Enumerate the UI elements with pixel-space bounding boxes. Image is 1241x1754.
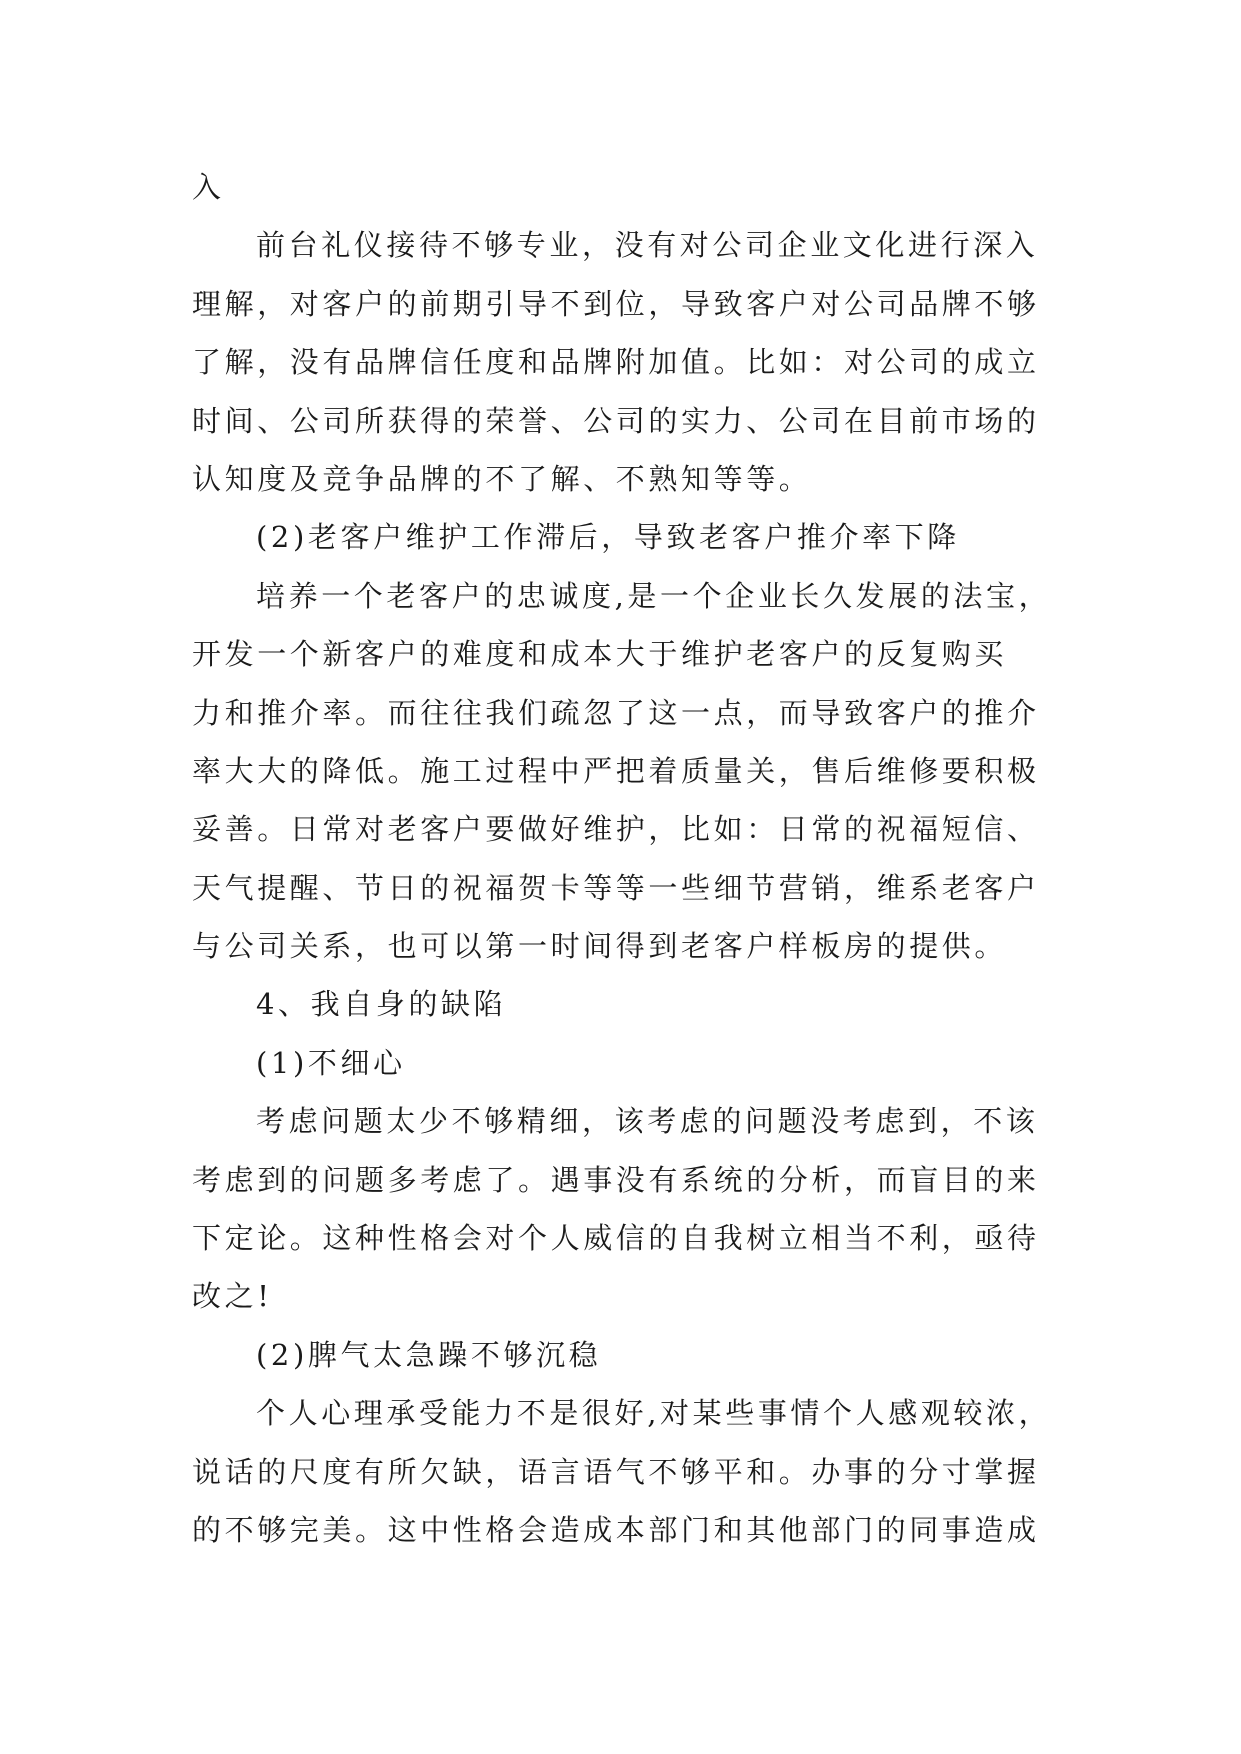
text-line: 入 [192,170,225,204]
text-line: 个人心理承受能力不是很好,对某些事情个人感观较浓， [256,1396,1052,1431]
body-text [192,158,1060,1559]
text-line: 与公司关系，也可以第一时间得到老客户样板房的提供。 [192,929,1008,964]
text-line: 培养一个老客户的忠诚度,是一个企业长久发展的法宝， [256,578,1052,613]
section-heading: (2)老客户维护工作滞后，导致老客户推介率下降 [256,520,960,555]
text-line: 理解，对客户的前期引导不到位，导致客户对公司品牌不够 [192,286,1040,321]
text-line: 前台礼仪接待不够专业，没有对公司企业文化进行深入 [256,228,1039,263]
text-line: 考虑问题太少不够精细，该考虑的问题没考虑到，不该 [256,1104,1039,1139]
section-heading: 4、我自身的缺陷 [256,987,507,1022]
text-line: 时间、公司所获得的荣誉、公司的实力、公司在目前市场的 [192,403,1040,438]
section-heading: (2)脾气太急躁不够沉稳 [256,1337,602,1372]
text-line: 率大大的降低。施工过程中严把着质量关，售后维修要积极 [192,753,1040,788]
text-line: 改之! [192,1279,273,1314]
text-line: 下定论。这种性格会对个人威信的自我树立相当不利，亟待 [192,1221,1040,1256]
text-line: 说话的尺度有所欠缺，语言语气不够平和。办事的分寸掌握 [192,1454,1040,1489]
section-heading: (1)不细心 [256,1045,406,1080]
text-line: 的不够完美。这中性格会造成本部门和其他部门的同事造成 [192,1512,1040,1547]
text-line: 了解，没有品牌信任度和品牌附加值。比如：对公司的成立 [192,345,1040,380]
text-line: 天气提醒、节日的祝福贺卡等等一些细节营销，维系老客户 [192,870,1040,905]
text-line: 认知度及竞争品牌的不了解、不熟知等等。 [192,461,812,496]
text-line: 考虑到的问题多考虑了。遇事没有系统的分析，而盲目的来 [192,1162,1040,1197]
text-line: 开发一个新客户的难度和成本大于维护老客户的反复购买 [192,637,1008,672]
text-line: 力和推介率。而往往我们疏忽了这一点，而导致客户的推介 [192,695,1040,730]
text-line: 妥善。日常对老客户要做好维护，比如：日常的祝福短信、 [192,812,1040,847]
